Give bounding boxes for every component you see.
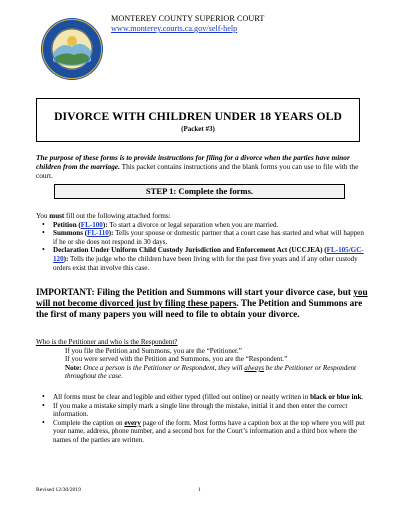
purpose-paragraph <box>36 153 366 180</box>
who-line2: If you were served with the Petition and Summons, you are the “Respondent.” <box>65 355 288 364</box>
court-seal <box>40 17 104 81</box>
form-link-fl105[interactable]: FL-105/GC-120 <box>53 246 364 263</box>
rules-list <box>36 393 368 445</box>
court-website-link[interactable]: www.monterey.courts.ca.gov/self-help <box>111 24 238 33</box>
form-item-uccjea: • Declaration Under Uniform Child Custody Jurisdiction and Enforcement Act (UCCJEA) (FL-105/GC-120): Tells the judge who the children have been living with for the past five years and if any other custody orders exist that involve this case. <box>36 246 368 272</box>
rule-item-caption: • Complete the caption on every page of the form. Most forms have a caption box at the top where you will put your name, address, phone number, and a second box for the Court’s information and a third box where the names of the parties are written. <box>36 419 368 445</box>
revised-date: Revised 12/30/2019 <box>36 487 81 493</box>
who-note: Note: Once a person is the Petitioner or Respondent, they will always be the Petitioner or Respondent throughout the case. <box>65 363 357 381</box>
court-name: MONTEREY COUNTY SUPERIOR COURT <box>111 14 265 23</box>
court-header <box>111 14 264 34</box>
who-line1: If you file the Petition and Summons, you are the “Petitioner.” <box>65 346 242 355</box>
who-heading: Who is the Petitioner and who is the Respondent? <box>36 338 178 346</box>
forms-section <box>36 212 368 272</box>
purpose-bold: The purpose of these forms is to provide instructions for filing for a divorce when the parties have minor children from the marriage. <box>36 153 350 171</box>
title-box <box>36 98 360 142</box>
important-notice: IMPORTANT: Filing the Petition and Summons will start your divorce case, but you will not become divorced just by filing these papers. The Petition and Summons are the first of many papers you will need to file to obtain your divorce. <box>36 287 368 319</box>
court-seal-icon <box>40 17 104 81</box>
form-link-fl110[interactable]: FL-110 <box>87 229 109 238</box>
page-title: DIVORCE WITH CHILDREN UNDER 18 YEARS OLD <box>54 110 342 123</box>
page-number: 1 <box>198 487 201 493</box>
form-item-petition: • Petition (FL-100): To start a divorce or legal separation when you are married. <box>36 221 368 230</box>
rule-item-mistake: • If you make a mistake simply mark a single line through the mistake, initial it and then enter the correct information. <box>36 402 368 419</box>
who-section <box>36 338 368 381</box>
form-item-summons: • Summons (FL-110): Tells your spouse or domestic partner that a court case has started and what will happen if he or she does not respond in 30 days. <box>36 229 368 246</box>
packet-number: (Packet #3) <box>181 125 215 133</box>
must-fill-line: You must fill out the following attached forms: <box>36 212 171 220</box>
rule-item-ink: • All forms must be clear and legible and either typed (filled out online) or neatly written in black or blue ink. <box>36 393 368 402</box>
form-link-fl100[interactable]: FL-100 <box>80 220 103 229</box>
step1-heading: STEP 1: Complete the forms. <box>54 184 345 199</box>
purpose-normal: This packet contains instructions and the blank forms you can use to file with the court. <box>36 162 359 180</box>
